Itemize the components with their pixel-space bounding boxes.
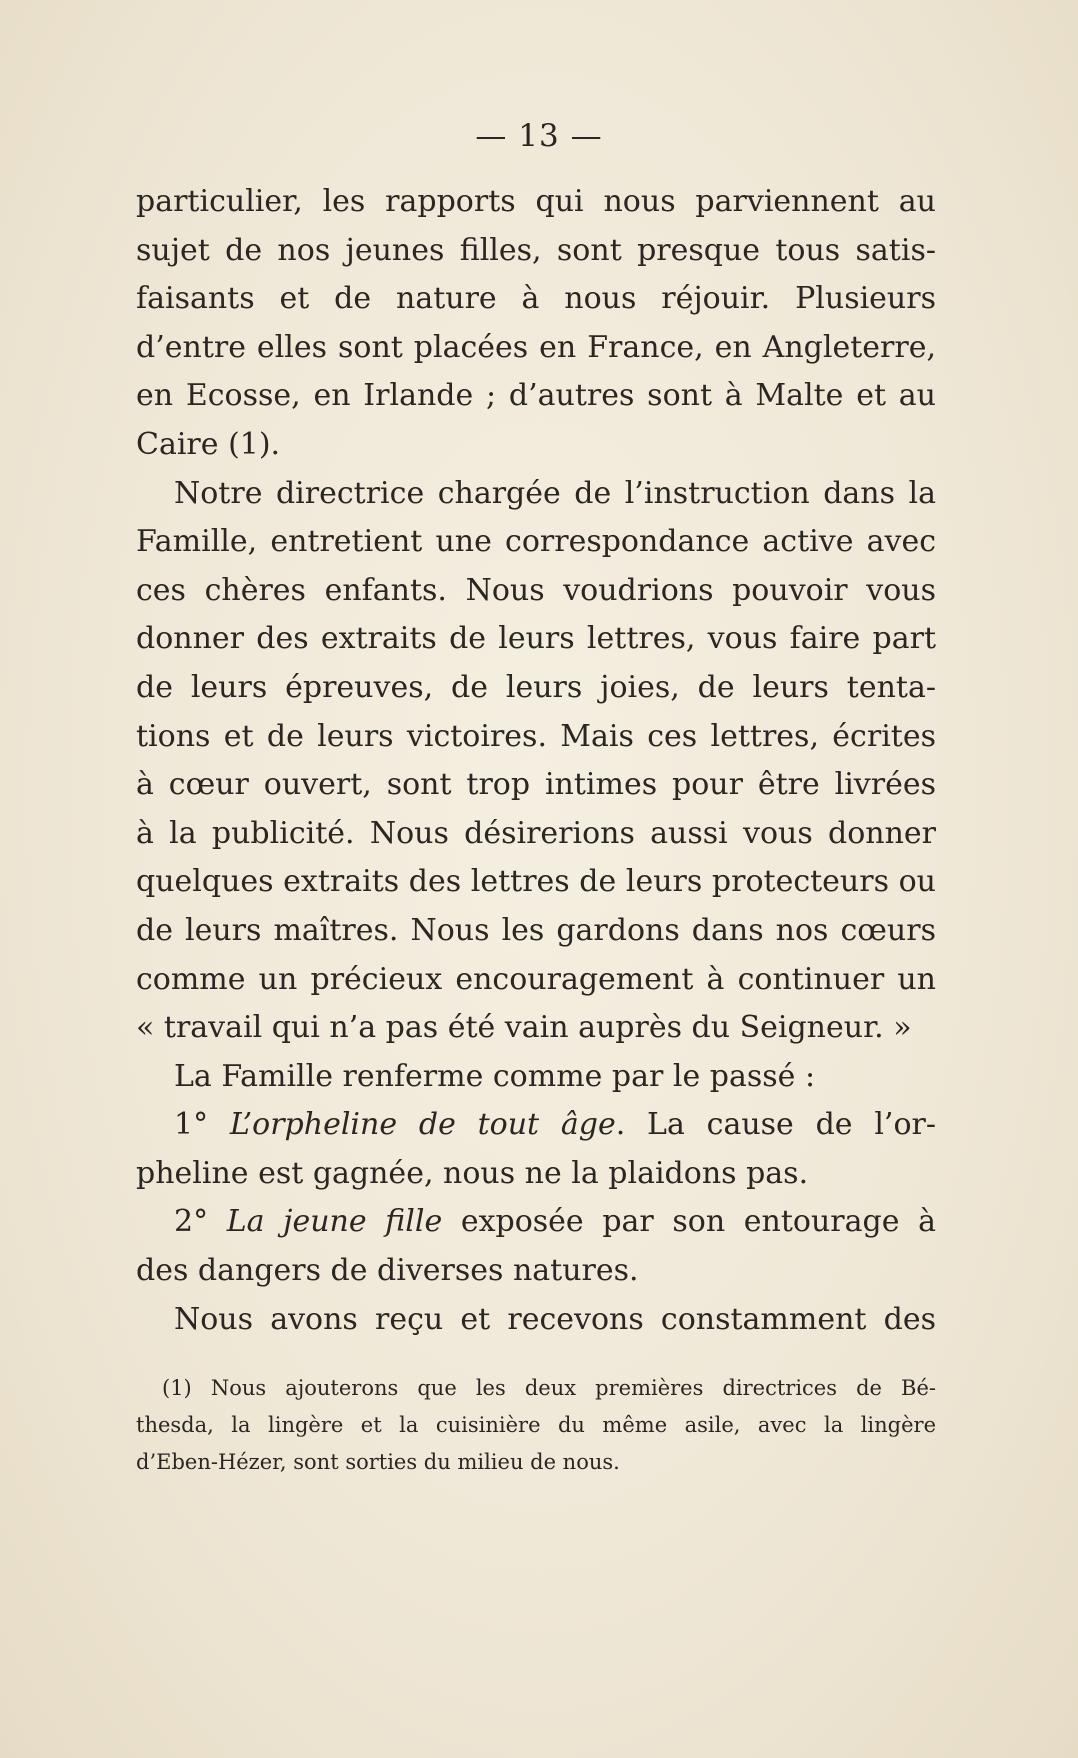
text-line (136, 1198, 936, 1247)
text-line: de leurs maîtres. Nous les gardons dans nos cœurs (136, 912, 936, 948)
text-line: sujet de nos jeunes filles, sont presque tous satis- (136, 232, 936, 268)
text-line: Nous avons reçu et recevons constamment des (174, 1301, 936, 1337)
text-line: Caire (1). (136, 426, 281, 462)
text-line: des dangers de diverses natures. (136, 1253, 639, 1289)
text-line: comme un précieux encouragement à continuer un (136, 961, 936, 997)
text-line: particulier, les rapports qui nous parviennent au (136, 184, 936, 219)
text-line: d’entre elles sont placées en France, en Angleterre, (136, 329, 936, 365)
list-number: 1° (174, 1107, 209, 1143)
footnote-line: thesda, la lingère et la cuisinière du même asile, avec la lingère (136, 1413, 936, 1437)
body-text (136, 178, 936, 1344)
text-line: « travail qui n’a pas été vain auprès du Seigneur. » (136, 1010, 912, 1046)
text-line: pheline est gagnée, nous ne la plaidons pas. (136, 1155, 809, 1191)
text-line: en Ecosse, en Irlande ; d’autres sont à Malte et au (136, 378, 936, 414)
italic-term: L’orpheline de tout âge (229, 1107, 616, 1143)
text-line: ces chères enfants. Nous voudrions pouvoir vous (136, 572, 936, 608)
text-span: . La cause de l’or- (615, 1107, 936, 1143)
text-line: La Famille renferme comme par le passé : (174, 1058, 816, 1094)
footnote-line: d’Eben-Hézer, sont sorties du milieu de nous. (136, 1450, 620, 1474)
text-span: exposée par son entourage à (460, 1204, 936, 1240)
text-line: Notre directrice chargée de l’instruction dans la (174, 475, 936, 511)
page-number: — 13 — (475, 118, 603, 154)
text-line (136, 1101, 936, 1150)
text-line: à la publicité. Nous désirerions aussi vous donner (136, 815, 936, 851)
footnote-line: (1) Nous ajouterons que les deux premières directrices de Bé- (162, 1376, 936, 1400)
text-line: donner des extraits de leurs lettres, vous faire part (136, 621, 936, 657)
list-number: 2° (174, 1204, 209, 1240)
text-line: tions et de leurs victoires. Mais ces lettres, écrites (136, 718, 936, 754)
text-line: quelques extraits des lettres de leurs protecteurs ou (136, 864, 936, 900)
italic-term: La jeune fille (226, 1204, 443, 1240)
text-line: faisants et de nature à nous réjouir. Plusieurs (136, 281, 936, 317)
text-line: à cœur ouvert, sont trop intimes pour être livrées (136, 767, 936, 803)
footnote (136, 1370, 936, 1481)
text-line: de leurs épreuves, de leurs joies, de leurs tenta- (136, 669, 936, 705)
text-line: Famille, entretient une correspondance active avec (136, 524, 936, 560)
